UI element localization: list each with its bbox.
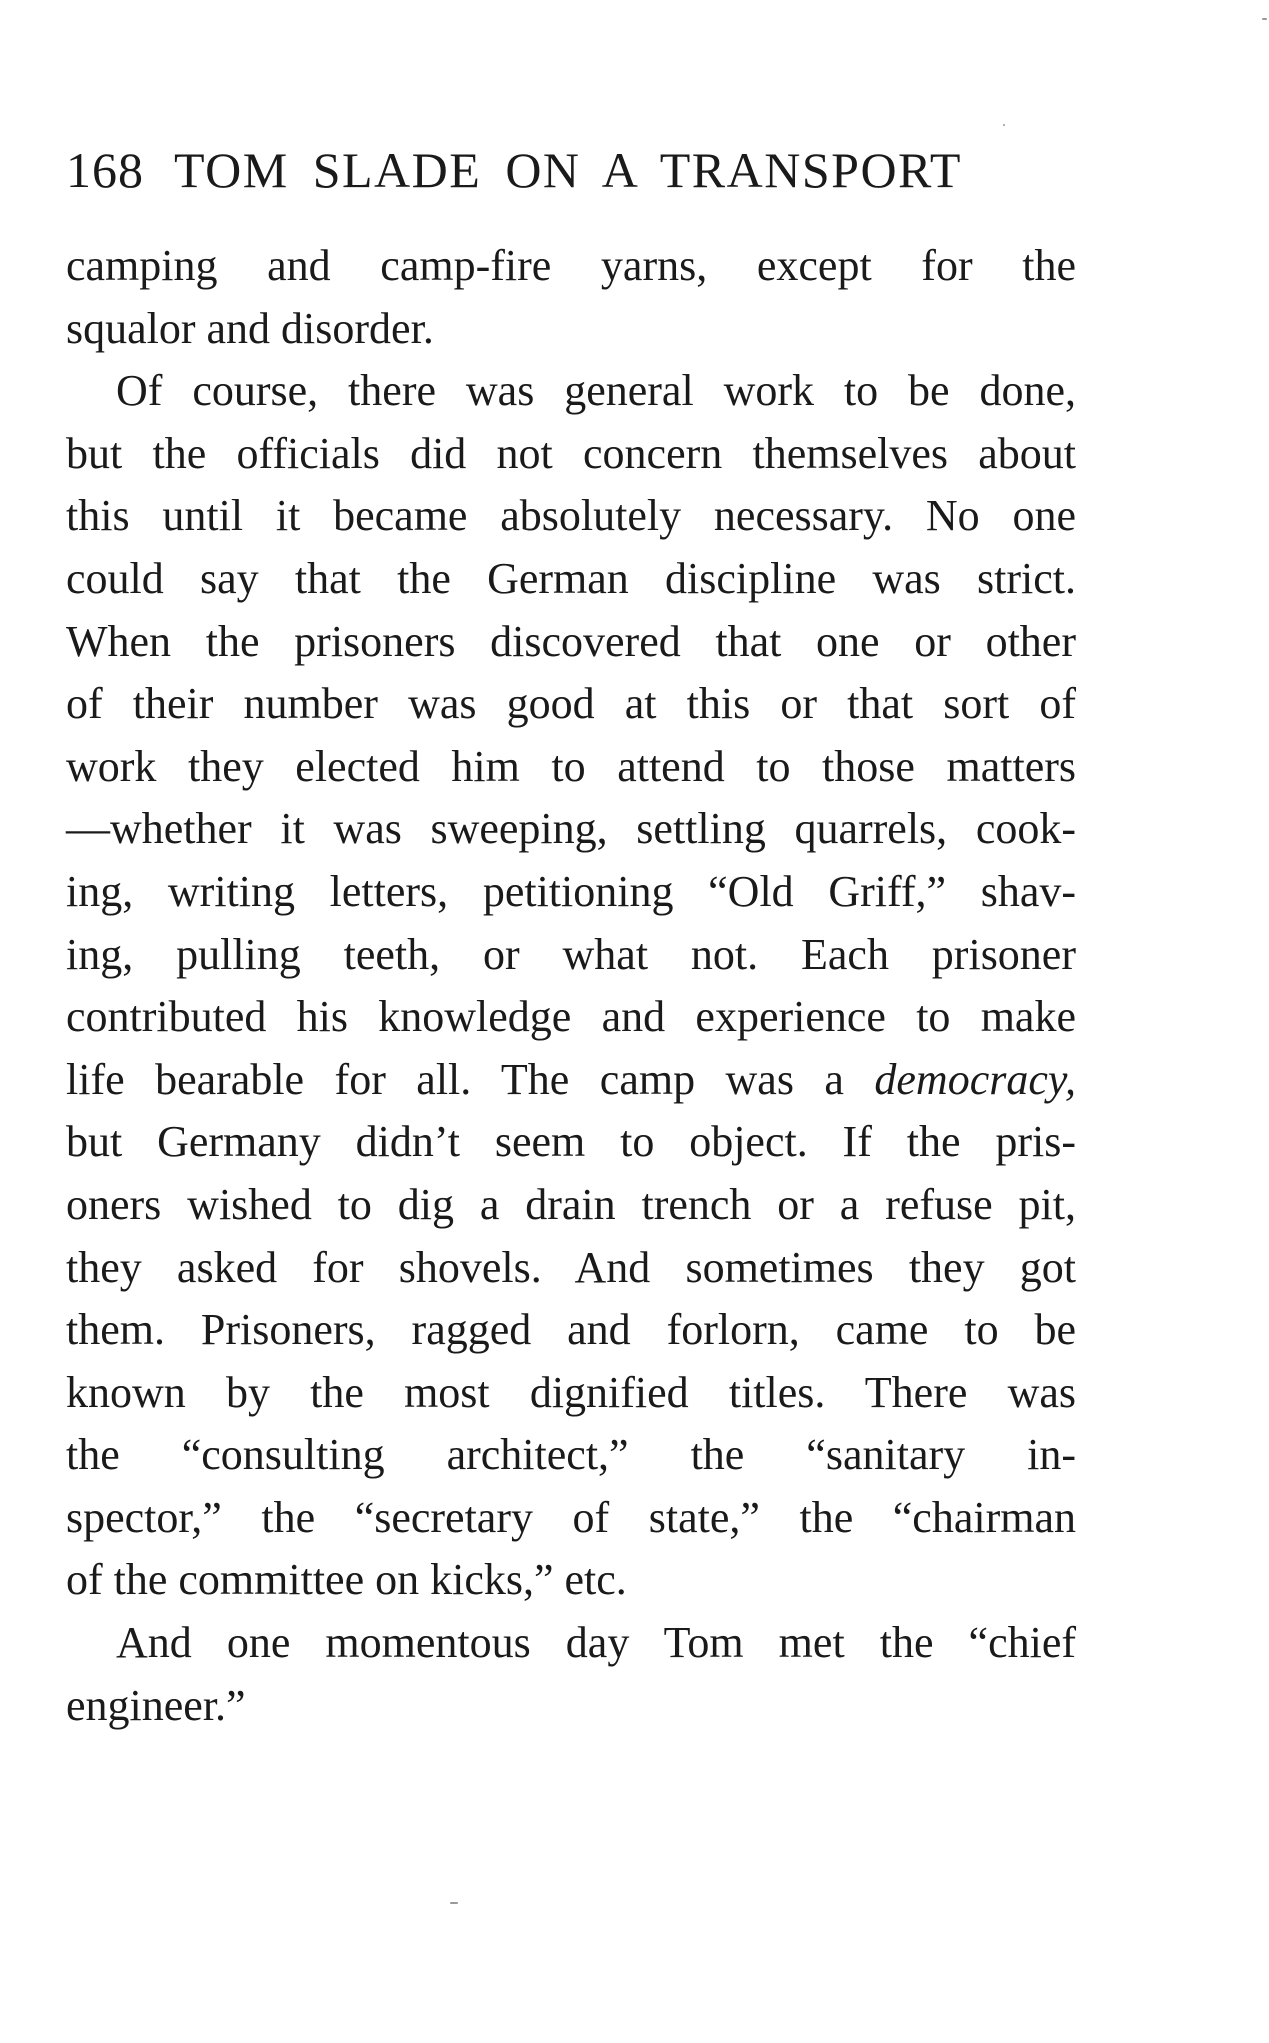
text-line: could say that the German discipline was strict. [66, 553, 1076, 603]
text-line: but Germany didn’t seem to object. If the pris- [66, 1117, 1076, 1167]
paper-speck [1262, 18, 1267, 20]
text-line: When the prisoners discovered that one or other [66, 616, 1076, 666]
text-line: oners wished to dig a drain trench or a refuse pit, [66, 1179, 1076, 1229]
text-line: known by the most dignified titles. There was [66, 1367, 1076, 1417]
text-line: of the committee on kicks,” etc. [66, 1555, 627, 1605]
text-line: ing, writing letters, petitioning “Old Griff,” shav- [66, 866, 1076, 916]
text-line: squalor and disorder. [66, 303, 434, 353]
body-text [66, 235, 1076, 1737]
text-line: And one momentous day Tom met the “chief [116, 1618, 1076, 1668]
text-line: of their number was good at this or that sort of [66, 679, 1076, 729]
text-line: contributed his knowledge and experience to make [66, 992, 1076, 1042]
text-line: but the officials did not concern themselves about [66, 428, 1076, 478]
text-line: work they elected him to attend to those matters [66, 741, 1076, 791]
paper-speck [450, 1902, 458, 1904]
page-number: 168 [66, 142, 144, 198]
text-line: engineer.” [66, 1680, 246, 1730]
text-line: they asked for shovels. And sometimes they got [66, 1242, 1076, 1292]
paper-speck [1003, 124, 1005, 126]
text-line: ing, pulling teeth, or what not. Each prisoner [66, 929, 1076, 979]
running-title: TOM SLADE ON A TRANSPORT [174, 142, 962, 198]
text-line: spector,” the “secretary of state,” the “chairman [66, 1492, 1076, 1542]
emphasis-word: democracy, [874, 1054, 1076, 1104]
text-line: this until it became absolutely necessary. No one [66, 491, 1076, 541]
running-head [66, 140, 1076, 200]
text-line: camping and camp-fire yarns, except for the [66, 241, 1076, 290]
text-run: life bearable for all. The camp was a [66, 1054, 875, 1104]
text-line: Of course, there was general work to be done, [116, 366, 1076, 416]
text-line: them. Prisoners, ragged and forlorn, came to be [66, 1305, 1076, 1355]
text-line: the “consulting architect,” the “sanitary in- [66, 1430, 1076, 1480]
text-line: —whether it was sweeping, settling quarrels, cook- [66, 804, 1076, 854]
text-line-with-emphasis [66, 1049, 1076, 1112]
